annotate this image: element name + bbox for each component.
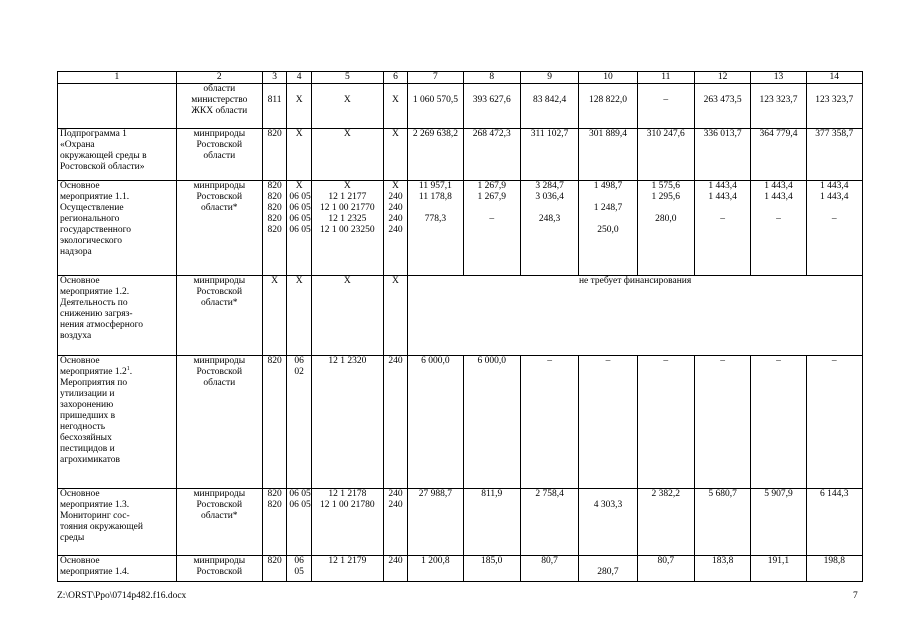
row-title-cell: Основное мероприятие 1.1. Осуществление регионального государственного экологического надзора [58,181,177,276]
table-row: Основное мероприятие $1.2^1$. Мероприятия по утилизации и захоронению пришедших в негодность бесхозяйных пестицидов и агрохимикатов минприроды Ростовской области 820 06 02 12 1 2320 240 6 000,0 6 000,0 – – – – – – [58,356,863,489]
executor-cell: области министерство ЖКХ области [176,84,262,129]
table-row: Основное мероприятие 1.1. Осуществление регионального государственного экологического надзора минприроды Ростовской области* 820 820 820 820 820 Х 06 05 06 05 06 05 06 05 Х 12 1 2177 12 1 00 21770 12 1 2325 12 1 00 23250 Х 240 240 240 240 11 957,1 11 178,8 778,3 1 267,9 1 267,9 – 3 284,7 3 036,4 248,3 1 498,7 1 248,7 250,0 1 575,6 1 295,6 280,0 1 443,4 1 443,4 – 1 443,4 1 443,4 – 1 443,4 1 443,4 – [58,181,863,276]
row-title-cell: Основное мероприятие 1.4. [58,556,177,582]
header-cell: 10 [579,72,637,84]
header-cell: 8 [463,72,520,84]
header-cell: 14 [806,72,862,84]
row-title-cell [58,84,177,129]
footer-page-number: 7 [853,591,858,601]
table-row: Основное мероприятие 1.4. минприроды Ростовской 820 06 05 12 1 2179 240 1 200,8 185,0 80,7 280,7 80,7 183,8 191,1 198,8 [58,556,863,582]
no-funding-note: не требует финансирования [408,276,863,356]
header-cell: 12 [694,72,750,84]
header-cell: 3 [262,72,287,84]
executor-cell: минприроды Ростовской области [176,129,262,181]
header-cell: 1 [58,72,177,84]
table-header-row [58,72,863,84]
executor-cell: минприроды Ростовской [176,556,262,582]
table-row: Основное мероприятие 1.2. Деятельность по снижению загряз- нения атмосферного воздуха минприроды Ростовской области* Х Х Х Х не требует финансирования [58,276,863,356]
header-cell: 11 [637,72,694,84]
row-title-cell: Основное мероприятие $1.2^1$. Мероприятия по утилизации и захоронению пришедших в негодность бесхозяйных пестицидов и агрохимикатов [58,356,177,489]
budget-table [57,71,863,582]
header-cell: 5 [311,72,383,84]
header-cell: 13 [751,72,806,84]
executor-cell: минприроды Ростовской области* [176,181,262,276]
table-row: области министерство ЖКХ области 811 Х Х Х 1 060 570,5 393 627,6 83 842,4 128 822,0 – 263 473,5 123 323,7 123 323,7 [58,84,863,129]
footer-file-path: Z:\ORST\Ppo\0714p482.f16.docx [57,591,187,601]
row-title-cell: Основное мероприятие 1.3. Мониторинг сос- тояния окружающей среды [58,489,177,556]
row-title-cell: Подпрограмма 1 «Охрана окружающей среды в Ростовской области» [58,129,177,181]
header-cell: 4 [287,72,312,84]
executor-cell: минприроды Ростовской области* [176,276,262,356]
header-cell: 2 [176,72,262,84]
executor-cell: минприроды Ростовской области [176,356,262,489]
table-row: Подпрограмма 1 «Охрана окружающей среды в Ростовской области» минприроды Ростовской области 820 Х Х Х 2 269 638,2 268 472,3 311 102,7 301 889,4 310 247,6 336 013,7 364 779,4 377 358,7 [58,129,863,181]
header-cell: 6 [383,72,408,84]
row-title-cell: Основное мероприятие 1.2. Деятельность по снижению загряз- нения атмосферного воздуха [58,276,177,356]
header-cell: 9 [520,72,578,84]
header-cell: 7 [408,72,463,84]
table-row: Основное мероприятие 1.3. Мониторинг сос- тояния окружающей среды минприроды Ростовской области* 820 820 06 05 06 05 12 1 2178 12 1 00 21780 240 240 27 988,7 811,9 2 758,4 4 303,3 2 382,2 5 680,7 5 907,9 6 144,3 [58,489,863,556]
executor-cell: минприроды Ростовской области* [176,489,262,556]
